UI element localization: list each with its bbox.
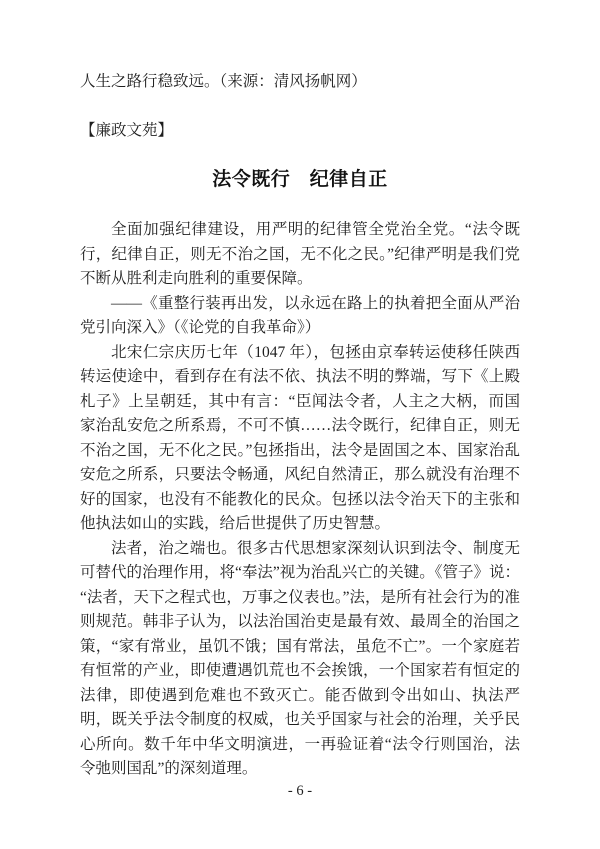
page-number: - 6 - xyxy=(287,783,313,799)
article-title: 法令既行 纪律自正 xyxy=(212,169,388,190)
article-paragraph-1: 全面加强纪律建设，用严明的纪律管全党治全党。“法令既行，纪律自正，则无不治之国，无不化之民。”纪律严明是我们党不断从胜利走向胜利的重要保障。 xyxy=(80,221,520,287)
article-paragraph-3: 法者，治之端也。很多古代思想家深刻认识到法令、制度无可替代的治理作用，将“奉法”视为治乱兴亡的关键。《管子》说：“法者，天下之程式也，万事之仪表也。”法，是所有社会行为的准则规范。韩非子认为，以法治国治吏是最有效、最周全的治国之策，“家有常业，虽饥不饿；国有常法，虽危不亡”。一个家庭若有恒常的产业，即使遭遇饥荒也不会挨饿，一个国家若有恒定的法律，即使遇到危难也不致灭亡。能否做到令出如山、执法严明，既关乎法令制度的权威，也关乎国家与社会的治理，关乎民心所向。数千年中华文明演进，一再验证着“法令行则国治，法令弛则国乱”的深刻道理。 xyxy=(80,539,521,777)
article-paragraph-2: 北宋仁宗庆历七年（1047 年），包拯由京奉转运使移任陕西转运使途中，看到存在有法不依、执法不明的弊端，写下《上殿札子》上呈朝廷，其中有言：“臣闻法令者，人主之大柄，而国家治乱安危之所系焉，不可不慎……法令既行，纪律自正，则无不治之国，无不化之民。”包拯指出，法令是固国之本、国家治乱安危之所系，只要法令畅通，风纪自然清正，那么就没有治理不好的国家，也没有不能教化的民众。包拯以法令治天下的主张和他执法如山的实践，给后世提供了历史智慧。 xyxy=(80,343,520,532)
intro-line: 人生之路行稳致远。（来源：清风扬帆网） xyxy=(80,73,367,90)
section-header: 【廉政文苑】 xyxy=(80,121,174,139)
article-source-attribution: ——《重整行装再出发，以永远在路上的执着把全面从严治党引向深入》（《论党的自我革命》） xyxy=(80,294,520,336)
